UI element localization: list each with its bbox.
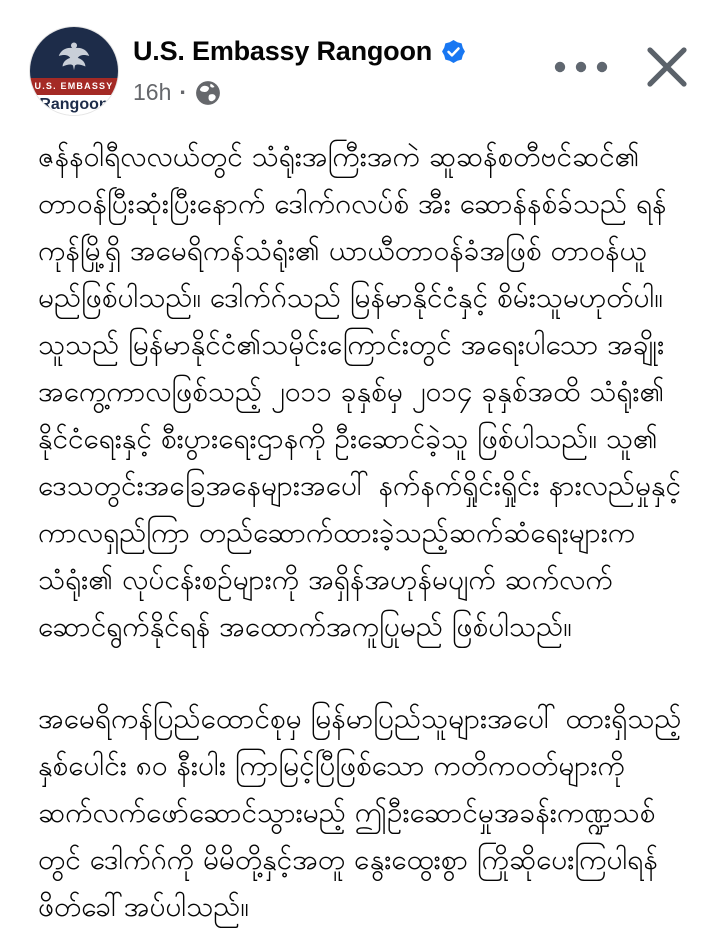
post-paragraph-2: အမေရိကန်ပြည်ထောင်စုမှ မြန်မာပြည်သူများအပေါ် ထားရှိသည့် နှစ်ပေါင်း ၈၀ နီးပါး ကြာမြင့်ပြီဖြစ်သော ကတိကဝတ်များကို ဆက်လက်ဖော်ဆောင်သွားမည့် ဤဦးဆောင်မှုအခန်းကဏ္ဍသစ်တွင် ဒေါက်ဂ်ကို မိမိတို့နှင့်အတူ နွေးထွေးစွာ ကြိုဆိုပေးကြပါရန် ဖိတ်ခေါ်အပ်ပါသည်။ bbox=[38, 702, 682, 923]
globe-public-icon bbox=[195, 80, 221, 106]
header-actions bbox=[550, 27, 694, 94]
page-title[interactable]: U.S. Embassy Rangoon bbox=[133, 36, 433, 66]
avatar-navy-field bbox=[30, 27, 118, 78]
more-options-button[interactable] bbox=[550, 57, 614, 77]
close-button[interactable] bbox=[640, 40, 694, 94]
post-paragraph-1: ဇန်နဝါရီလလယ်တွင် သံရုံးအကြီးအကဲ ဆူဆန်စတီဗင်ဆင်၏ တာဝန်ပြီးဆုံးပြီးနောက် ဒေါက်ဂလပ်စ် အီး ဆောန်နစ်ခ်သည် ရန်ကုန်မြို့ရှိ အမေရိကန်သံရုံး၏ ယာယီတာဝန်ခံအဖြစ် တာဝန်ယူမည်ဖြစ်ပါသည်။ ဒေါက်ဂ်သည် မြန်မာနိုင်ငံနှင့် စိမ်းသူမဟုတ်ပါ။ သူသည် မြန်မာနိုင်ငံ၏သမိုင်းကြောင်းတွင် အရေးပါသော အချိုးအကွေ့ကာလဖြစ်သည့် ၂၀၁၁ ခုနှစ်မှ ၂၀၁၄ ခုနှစ်အထိ သံရုံး၏ နိုင်ငံရေးနှင့် စီးပွားရေးဌာနကို ဦးဆောင်ခဲ့သူ ဖြစ်ပါသည်။ သူ၏ ဒေသတွင်းအခြေအနေများအပေါ် နက်နက်ရှိုင်းရှိုင်း နားလည်မှုနှင့် ကာလရှည်ကြာ တည်ဆောက်ထားခဲ့သည့်ဆက်ဆံရေးများက သံရုံး၏ လုပ်ငန်းစဉ်များကို အရှိန်အဟုန်မပျက် ဆက်လက်ဆောင်ရွက်နိုင်ရန် အထောက်အကူပြုမည် ဖြစ်ပါသည်။ bbox=[38, 140, 681, 643]
header-text bbox=[133, 27, 466, 106]
avatar-banner-text: U.S. EMBASSY bbox=[30, 78, 118, 95]
meta-separator: · bbox=[179, 78, 188, 105]
avatar-bottom-text: Rangoon bbox=[30, 95, 118, 115]
ellipsis-menu-icon bbox=[554, 61, 610, 73]
embassy-eagle-seal-icon bbox=[55, 36, 93, 76]
timestamp[interactable]: 16h bbox=[133, 78, 172, 105]
post-content bbox=[0, 123, 720, 930]
avatar[interactable] bbox=[30, 27, 118, 115]
x-close-icon bbox=[644, 44, 690, 90]
verified-badge-icon bbox=[441, 39, 466, 64]
post-header bbox=[0, 0, 720, 123]
post-meta bbox=[133, 78, 466, 106]
